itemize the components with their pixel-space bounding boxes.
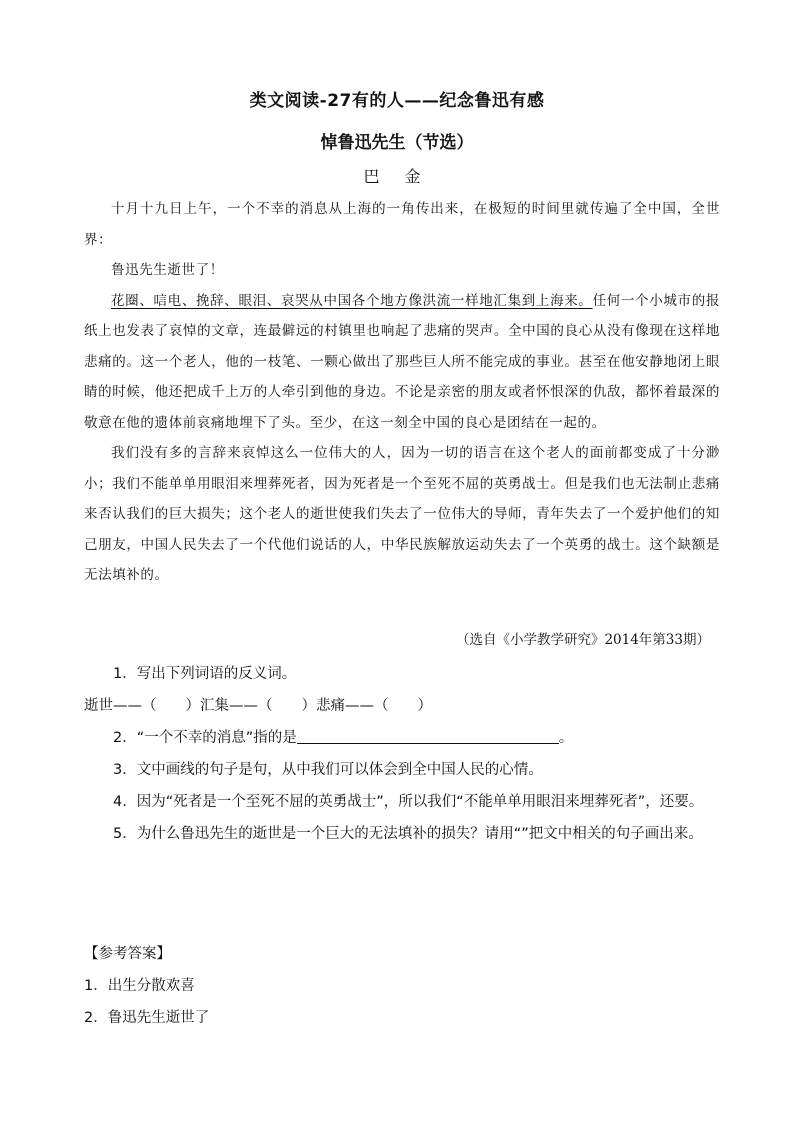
answers-section: [84, 938, 720, 1034]
article-paragraph: 鲁迅先生逝世了！: [111, 262, 224, 278]
article-title: 悼鲁迅先生（节选）: [320, 133, 474, 153]
question-2: [84, 722, 720, 754]
question-5: 5．为什么鲁迅先生的逝世是一个巨大的无法填补的损失？请用“”把文中相关的句子画出来。: [113, 826, 703, 842]
article-body: [84, 194, 720, 591]
answer-1: 1．出生分散欢喜: [84, 978, 195, 994]
document-title: 类文阅读-27有的人——纪念鲁迅有感: [249, 91, 545, 111]
question-1-blanks: 逝世——（ ）汇集——（ ）悲痛——（ ）: [84, 698, 432, 714]
article-paragraph: 十月十九日上午，一个不幸的消息从上海的一角传出来，在极短的时间里就传遍了全中国，全世界：: [84, 201, 720, 248]
paragraph-text: 任何一个小城市的报纸上也发表了哀悼的文章，连最僻远的村镇里也响起了悲痛的哭声。全中国的良心从没有像现在这样地悲痛的。这一个老人，他的一枝笔、一颗心做出了那些巨人所不能完成的事业。甚至在他安静地闭上眼睛的时候，他还把成千上万的人牵引到他的身边。不论是亲密的朋友或者怀恨深的仇敌，都怀着最深的敬意在他的遗体前哀痛地埋下了头。至少，在这一刻全中国的良心是团结在一起的。: [84, 292, 720, 431]
answer-blank-line: [297, 725, 559, 744]
question-1: 1．写出下列词语的反义词。: [113, 666, 297, 682]
question-2-end: 。: [558, 730, 574, 746]
question-3: 3．文中画线的句子是句，从中我们可以体会到全中国人民的心情。: [113, 762, 543, 778]
underlined-sentence: 花圈、唁电、挽辞、眼泪、哀哭从中国各个地方像洪流一样地汇集到上海来。: [111, 292, 593, 309]
article-source: （选自《小学教学研究》2014年第33期）: [455, 632, 710, 648]
article-paragraph: [84, 286, 720, 439]
question-2-text: 2．“一个不幸的消息”指的是: [113, 730, 297, 746]
article-author: 巴 金: [363, 167, 431, 186]
question-4: 4．因为“死者是一个至死不屈的英勇战士”，所以我们“不能单单用眼泪来埋葬死者”，还要。: [113, 794, 704, 810]
answer-2: 2．鲁迅先生逝世了: [84, 1010, 210, 1026]
answers-heading: 【参考答案】: [84, 946, 171, 962]
questions-section: [84, 658, 720, 850]
article-paragraph: 我们没有多的言辞来哀悼这么一位伟大的人，因为一切的语言在这个老人的面前都变成了十分渺小；我们不能单单用眼泪来埋葬死者，因为死者是一个至死不屈的英勇战士。但是我们也无法制止悲痛来否认我们的巨大损失；这个老人的逝世使我们失去了一位伟大的导师，青年失去了一个爱护他们的知己朋友，中国人民失去了一个代他们说话的人，中华民族解放运动失去了一个英勇的战士。这个缺额是无法填补的。: [84, 445, 720, 583]
